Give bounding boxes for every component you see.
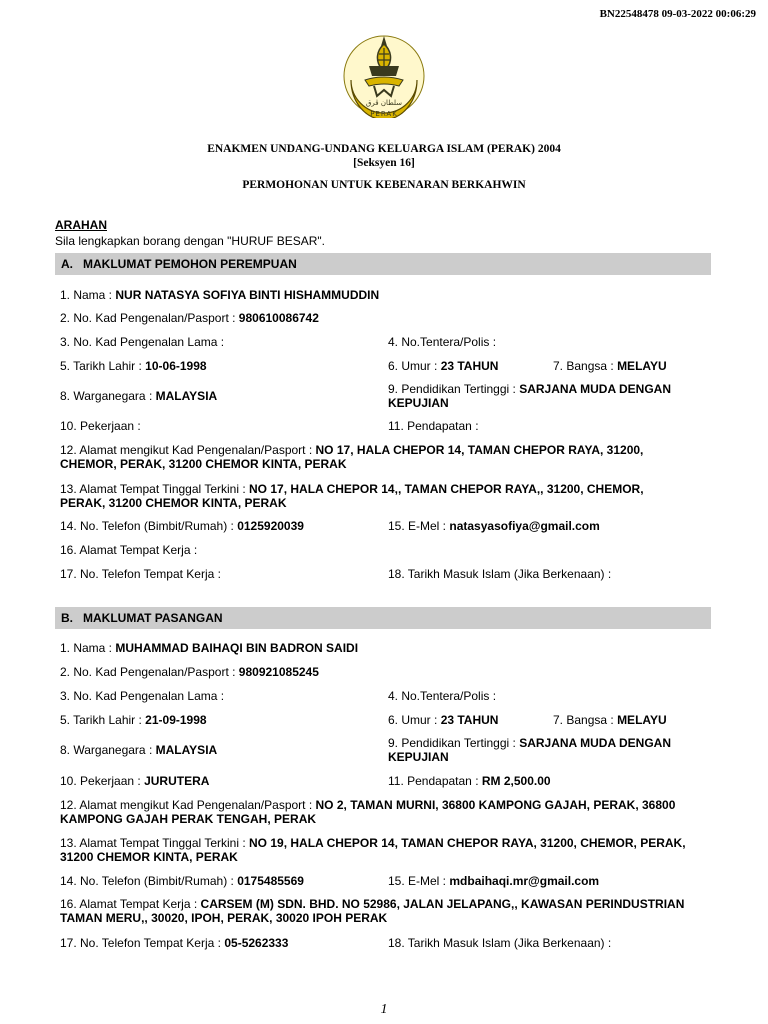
instructions-text: Sila lengkapkan borang dengan "HURUF BESAR". <box>55 234 325 248</box>
a-alamat-ic-value-1: NO 17, HALA CHEPOR 14, TAMAN CHEPOR RAYA, 31200, <box>315 443 644 457</box>
b-pendidikan-field <box>388 736 671 764</box>
document-reference: BN22548478 09-03-2022 00:06:29 <box>599 8 756 20</box>
b-pendidikan-value-2: KEPUJIAN <box>388 750 449 764</box>
a-telefon-field <box>60 519 304 533</box>
b-umur-field <box>388 713 498 727</box>
a-alamat-tinggal-label: 13. Alamat Tempat Tinggal Terkini : <box>60 482 246 496</box>
a-warga-value: MALAYSIA <box>155 389 218 403</box>
b-emel-field <box>388 874 599 888</box>
a-bangsa-field <box>553 359 667 373</box>
a-alamat-tinggal-field <box>60 482 644 510</box>
a-nama-field <box>60 288 379 302</box>
b-lahir-field <box>60 713 207 727</box>
a-bangsa-value: MELAYU <box>617 359 667 373</box>
a-alamat-ic-field <box>60 443 643 471</box>
b-nama-value: MUHAMMAD BAIHAQI BIN BADRON SAIDI <box>115 641 359 655</box>
b-kerja-alamat-value-1: CARSEM (M) SDN. BHD. NO 52986, JALAN JELAPANG,, KAWASAN PERINDUSTRIAN <box>200 897 685 911</box>
a-bangsa-label: 7. Bangsa : <box>553 359 614 373</box>
b-nama-field <box>60 641 358 655</box>
b-tentera-field <box>388 689 496 703</box>
b-pekerjaan-value: JURUTERA <box>144 774 210 788</box>
a-lahir-field <box>60 359 207 373</box>
a-pendidikan-value-1: SARJANA MUDA DENGAN <box>519 382 671 396</box>
perak-crest-logo <box>341 30 427 118</box>
a-pendapatan-field <box>388 419 479 433</box>
form-title: PERMOHONAN UNTUK KEBENARAN BERKAHWIN <box>242 179 526 191</box>
section-b-header <box>55 607 711 629</box>
b-ic-field <box>60 665 319 679</box>
a-tentera-label: 4. No.Tentera/Polis : <box>388 335 497 349</box>
page-number: 1 <box>380 1002 388 1017</box>
b-pendidikan-label: 9. Pendidikan Tertinggi : <box>388 736 516 750</box>
b-emel-value: mdbaihaqi.mr@gmail.com <box>449 874 600 888</box>
a-pendidikan-label: 9. Pendidikan Tertinggi : <box>388 382 516 396</box>
b-alamat-ic-value-2: KAMPONG GAJAH PERAK TENGAH, PERAK <box>60 812 317 826</box>
instructions-heading: ARAHAN <box>55 218 107 232</box>
b-telefon-value: 0175485569 <box>237 874 304 888</box>
a-alamat-ic-value-2: CHEMOR, PERAK, 31200 CHEMOR KINTA, PERAK <box>60 457 347 471</box>
b-pendapatan-value: RM 2,500.00 <box>481 774 551 788</box>
a-tentera-field <box>388 335 496 349</box>
a-ic-field <box>60 311 319 325</box>
b-lahir-value: 21-09-1998 <box>145 713 207 727</box>
b-ic-label: 2. No. Kad Pengenalan/Pasport : <box>60 665 236 679</box>
b-kerja-alamat-label: 16. Alamat Tempat Kerja : <box>60 897 198 911</box>
a-ic-label: 2. No. Kad Pengenalan/Pasport : <box>60 311 236 325</box>
a-kerja-alamat-label: 16. Alamat Tempat Kerja : <box>60 543 198 557</box>
b-bangsa-field <box>553 713 667 727</box>
a-nama-label: 1. Nama : <box>60 288 113 302</box>
a-ic-lama-label: 3. No. Kad Pengenalan Lama : <box>60 335 225 349</box>
a-kerja-tel-field <box>60 567 221 581</box>
b-tentera-label: 4. No.Tentera/Polis : <box>388 689 497 703</box>
b-warga-field <box>60 743 217 757</box>
a-alamat-ic-label: 12. Alamat mengikut Kad Pengenalan/Pasport : <box>60 443 313 457</box>
a-warga-label: 8. Warganegara : <box>60 389 153 403</box>
a-pendidikan-value-2: KEPUJIAN <box>388 396 449 410</box>
b-alamat-ic-value-1: NO 2, TAMAN MURNI, 36800 KAMPONG GAJAH, PERAK, 36800 <box>315 798 676 812</box>
section-a-letter: A. <box>61 257 73 271</box>
b-kerja-tel-label: 17. No. Telefon Tempat Kerja : <box>60 936 221 950</box>
b-telefon-label: 14. No. Telefon (Bimbit/Rumah) : <box>60 874 234 888</box>
b-nama-label: 1. Nama : <box>60 641 113 655</box>
crest-perak-text: PERAK <box>370 110 398 118</box>
a-telefon-value: 0125920039 <box>237 519 304 533</box>
b-islam-field <box>388 936 611 950</box>
b-kerja-alamat-value-2: TAMAN MERU,, 30020, IPOH, PERAK, 30020 IPOH PERAK <box>60 911 388 925</box>
section-a-header <box>55 253 711 275</box>
b-alamat-tinggal-label: 13. Alamat Tempat Tinggal Terkini : <box>60 836 246 850</box>
section-a-title: MAKLUMAT PEMOHON PEREMPUAN <box>83 257 297 271</box>
a-pendidikan-field <box>388 382 671 410</box>
a-emel-label: 15. E-Mel : <box>388 519 447 533</box>
b-alamat-tinggal-value-2: 31200 CHEMOR KINTA, PERAK <box>60 850 238 864</box>
b-alamat-tinggal-value-1: NO 19, HALA CHEPOR 14, TAMAN CHEPOR RAYA, 31200, CHEMOR, PERAK, <box>249 836 686 850</box>
b-lahir-label: 5. Tarikh Lahir : <box>60 713 142 727</box>
b-bangsa-value: MELAYU <box>617 713 667 727</box>
b-pendidikan-value-1: SARJANA MUDA DENGAN <box>519 736 671 750</box>
a-umur-label: 6. Umur : <box>388 359 438 373</box>
a-lahir-value: 10-06-1998 <box>145 359 207 373</box>
a-kerja-alamat-field <box>60 543 197 557</box>
b-alamat-ic-label: 12. Alamat mengikut Kad Pengenalan/Pasport : <box>60 798 313 812</box>
a-pekerjaan-field <box>60 419 141 433</box>
b-umur-value: 23 TAHUN <box>440 713 499 727</box>
a-alamat-tinggal-value-1: NO 17, HALA CHEPOR 14,, TAMAN CHEPOR RAYA,, 31200, CHEMOR, <box>249 482 644 496</box>
b-warga-value: MALAYSIA <box>155 743 218 757</box>
act-title: ENAKMEN UNDANG-UNDANG KELUARGA ISLAM (PERAK) 2004 <box>207 143 561 155</box>
a-kerja-tel-label: 17. No. Telefon Tempat Kerja : <box>60 567 221 581</box>
b-kerja-alamat-field <box>60 897 684 925</box>
a-warga-field <box>60 389 217 403</box>
a-telefon-label: 14. No. Telefon (Bimbit/Rumah) : <box>60 519 234 533</box>
a-pendapatan-label: 11. Pendapatan : <box>388 419 479 433</box>
a-alamat-tinggal-value-2: PERAK, 31200 CHEMOR KINTA, PERAK <box>60 496 287 510</box>
b-warga-label: 8. Warganegara : <box>60 743 153 757</box>
b-pekerjaan-label: 10. Pekerjaan : <box>60 774 141 788</box>
b-islam-label: 18. Tarikh Masuk Islam (Jika Berkenaan) : <box>388 936 612 950</box>
b-pendapatan-label: 11. Pendapatan : <box>388 774 479 788</box>
b-umur-label: 6. Umur : <box>388 713 438 727</box>
a-pekerjaan-label: 10. Pekerjaan : <box>60 419 141 433</box>
b-ic-lama-label: 3. No. Kad Pengenalan Lama : <box>60 689 225 703</box>
a-ic-lama-field <box>60 335 224 349</box>
a-islam-label: 18. Tarikh Masuk Islam (Jika Berkenaan) : <box>388 567 612 581</box>
b-pekerjaan-field <box>60 774 209 788</box>
b-alamat-tinggal-field <box>60 836 686 864</box>
b-kerja-tel-value: 05-5262333 <box>224 936 289 950</box>
b-pendapatan-field <box>388 774 551 788</box>
a-lahir-label: 5. Tarikh Lahir : <box>60 359 142 373</box>
section-b-letter: B. <box>61 611 73 625</box>
a-umur-field <box>388 359 498 373</box>
a-nama-value: NUR NATASYA SOFIYA BINTI HISHAMMUDDIN <box>115 288 380 302</box>
b-telefon-field <box>60 874 304 888</box>
a-islam-field <box>388 567 611 581</box>
act-section: [Seksyen 16] <box>353 157 415 169</box>
crest-script-text: ﺳﻠﻄﺎن ﭬﺮق <box>365 99 403 107</box>
b-ic-value: 980921085245 <box>238 665 319 679</box>
a-emel-field <box>388 519 600 533</box>
b-ic-lama-field <box>60 689 224 703</box>
b-kerja-tel-field <box>60 936 288 950</box>
a-ic-value: 980610086742 <box>238 311 319 325</box>
b-emel-label: 15. E-Mel : <box>388 874 447 888</box>
b-bangsa-label: 7. Bangsa : <box>553 713 614 727</box>
a-umur-value: 23 TAHUN <box>440 359 499 373</box>
b-alamat-ic-field <box>60 798 675 826</box>
a-emel-value: natasyasofiya@gmail.com <box>449 519 600 533</box>
section-b-title: MAKLUMAT PASANGAN <box>83 611 223 625</box>
